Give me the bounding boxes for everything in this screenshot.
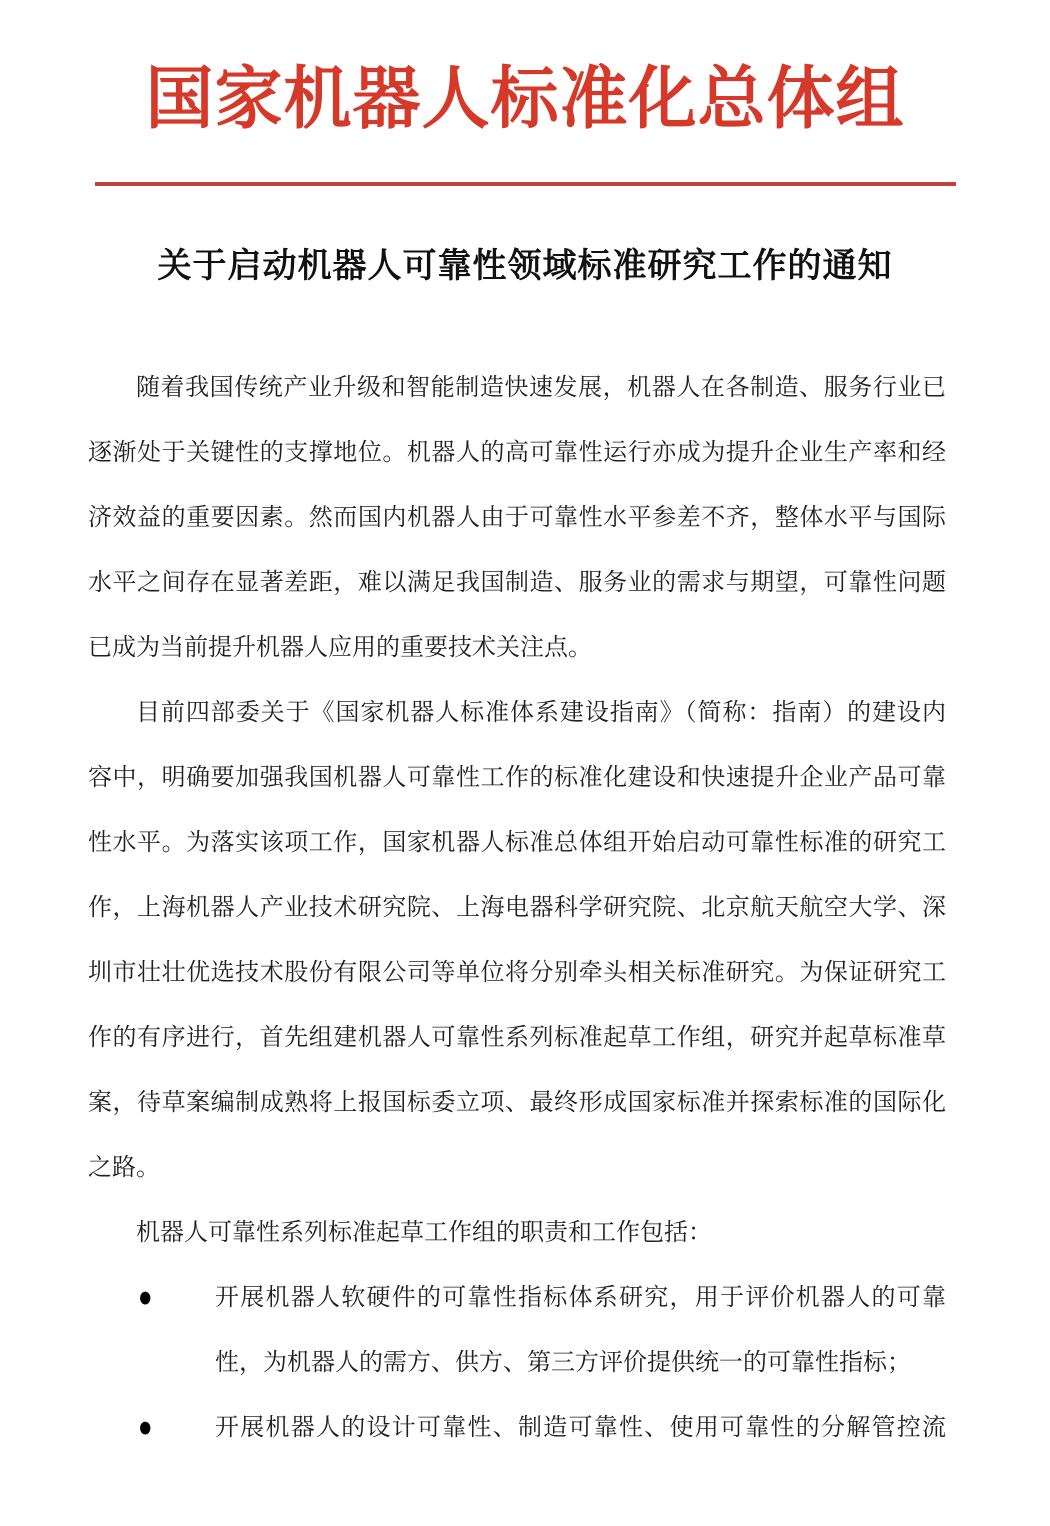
body-line: 之路。: [88, 1155, 160, 1181]
bullet-line: 开展机器人软硬件的可靠性指标体系研究，用于评价机器人的可靠: [215, 1285, 946, 1311]
letterhead-divider-line: [95, 182, 956, 186]
bullet-list: [88, 1266, 946, 1461]
paragraph: [88, 1201, 946, 1266]
bullet-line: 性，为机器人的需方、供方、第三方评价提供统一的可靠性指标；: [215, 1350, 911, 1376]
bullet-marker-column: [88, 1396, 215, 1461]
body-line: 已成为当前提升机器人应用的重要技术关注点。: [88, 635, 592, 661]
bullet-text: [215, 1396, 946, 1461]
bullet-marker-column: [88, 1266, 215, 1331]
body-line: 逐渐处于关键性的支撑地位。机器人的高可靠性运行亦成为提升企业生产率和经: [88, 440, 946, 466]
body-line: 机器人可靠性系列标准起草工作组的职责和工作包括：: [136, 1220, 712, 1246]
body-line: 性水平。为落实该项工作，国家机器人标准总体组开始启动可靠性标准的研究工: [88, 830, 946, 856]
bullet-line: 开展机器人的设计可靠性、制造可靠性、使用可靠性的分解管控流: [215, 1415, 946, 1441]
bullet-item: [88, 1266, 946, 1396]
paragraph: [88, 356, 946, 681]
body-line: 作的有序进行，首先组建机器人可靠性系列标准起草工作组，研究并起草标准草: [88, 1025, 946, 1051]
body-line: 容中，明确要加强我国机器人可靠性工作的标准化建设和快速提升企业产品可靠: [88, 765, 946, 791]
body-line: 水平之间存在显著差距，难以满足我国制造、服务业的需求与期望，可靠性问题: [88, 570, 946, 596]
bullet-item: [88, 1396, 946, 1461]
body-line: 圳市壮壮优选技术股份有限公司等单位将分别牵头相关标准研究。为保证研究工: [88, 960, 946, 986]
bullet-dot-icon: ●: [138, 1411, 153, 1445]
notice-document-page: [0, 40, 1050, 1526]
document-body: [88, 356, 946, 1461]
organization-letterhead-title: 国家机器人标准化总体组: [145, 61, 905, 137]
bullet-dot-icon: ●: [138, 1281, 153, 1315]
body-line: 作，上海机器人产业技术研究院、上海电器科学研究院、北京航天航空大学、深: [88, 895, 946, 921]
body-line: 案，待草案编制成熟将上报国标委立项、最终形成国家标准并探索标准的国际化: [88, 1090, 946, 1116]
body-line: 济效益的重要因素。然而国内机器人由于可靠性水平参差不齐，整体水平与国际: [88, 505, 946, 531]
paragraph: [88, 681, 946, 1201]
body-line: 随着我国传统产业升级和智能制造快速发展，机器人在各制造、服务行业已: [136, 375, 946, 401]
body-line: 目前四部委关于《国家机器人标准体系建设指南》（简称：指南）的建设内: [136, 700, 946, 726]
document-title: 关于启动机器人可靠性领域标准研究工作的通知: [157, 248, 893, 285]
bullet-text: [215, 1266, 946, 1396]
